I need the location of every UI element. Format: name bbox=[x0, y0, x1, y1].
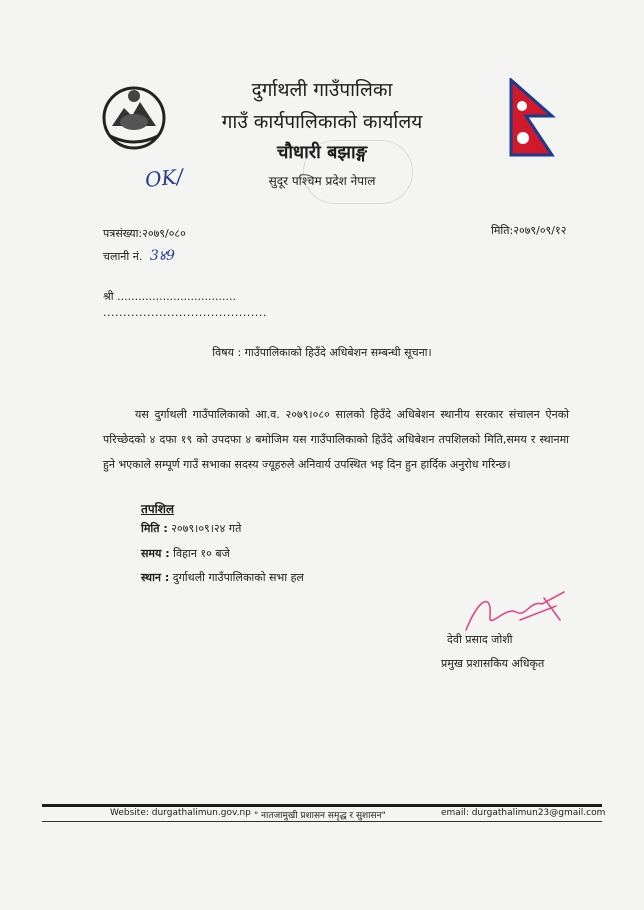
details-date bbox=[141, 521, 241, 536]
details-date-value: २०७९।०९।२४ गते bbox=[167, 522, 242, 535]
office-stamp bbox=[303, 140, 413, 204]
signature-scrawl bbox=[460, 586, 570, 638]
province-name: सुदूर पश्चिम प्रदेश नेपाल bbox=[268, 174, 376, 188]
recipient-line-2: ......................................... bbox=[103, 306, 267, 319]
signer-title: प्रमुख प्रशासकिय अधिकृत bbox=[441, 657, 545, 670]
signer-name: देवी प्रसाद जोशी bbox=[447, 633, 513, 646]
body-paragraph: यस दुर्गाथली गाउँपालिकाको आ.व. २०७९।०८० सालको हिउँदे अधिबेशन स्थानीय सरकार संचालन ऐनको परिच्छेदको ४ दफा १९ को उपदफा ४ बमोजिम यस गाउँपालिकाको हिउँदे अधिबेशन तपशिलको मिति,समय र स्थानमा हुने भएकाले सम्पूर्ण गाउँ सभाका सदस्य ज्यूहरुले अनिवार्य उपस्थित भइ दिन हुन हार्दिक अनुरोध गरिन्छ। bbox=[103, 408, 569, 471]
details-time-label: समय : bbox=[141, 547, 170, 560]
details-date-label: मिति : bbox=[141, 522, 168, 535]
handwritten-ok-mark: OK/ bbox=[143, 164, 185, 192]
dispatch-handwritten-number: 3४9 bbox=[149, 248, 175, 264]
dispatch-label: चलानी नं. bbox=[103, 250, 143, 263]
letter-date: मिति:२०७९/०९/१२ bbox=[491, 224, 567, 237]
reference-number: पत्रसंख्या:२०७९/०८० bbox=[103, 227, 186, 240]
details-time-value: विहान १० बजे bbox=[169, 547, 230, 560]
details-time bbox=[141, 546, 230, 561]
details-venue-value: दुर्गाथली गाउँपालिकाको सभा हल bbox=[169, 571, 304, 584]
dispatch-number bbox=[103, 246, 175, 265]
footer-email: email: durgathalimun23@gmail.com bbox=[441, 808, 606, 818]
footer-divider-bottom bbox=[42, 821, 602, 822]
details-heading: तपशिल bbox=[141, 502, 175, 516]
footer-motto: " नातजामुखी प्रशासन समृद्ध र सुशासन" bbox=[254, 811, 386, 821]
details-venue bbox=[141, 570, 304, 585]
office-location: चौधारी बझाङ्ग bbox=[276, 142, 368, 163]
footer-website: Website: durgathalimun.gov.np bbox=[110, 808, 251, 818]
recipient-line: श्री .................................. bbox=[103, 290, 237, 303]
details-venue-label: स्थान : bbox=[141, 571, 170, 584]
footer-divider-top bbox=[42, 804, 602, 807]
office-name: गाउँ कार्यपालिकाको कार्यालय bbox=[221, 111, 423, 133]
municipality-name: दुर्गाथली गाउँपालिका bbox=[251, 79, 393, 101]
subject-line: विषय : गाउँपालिकाको हिउँदे अधिबेशन सम्बन्धी सूचना। bbox=[212, 346, 432, 359]
